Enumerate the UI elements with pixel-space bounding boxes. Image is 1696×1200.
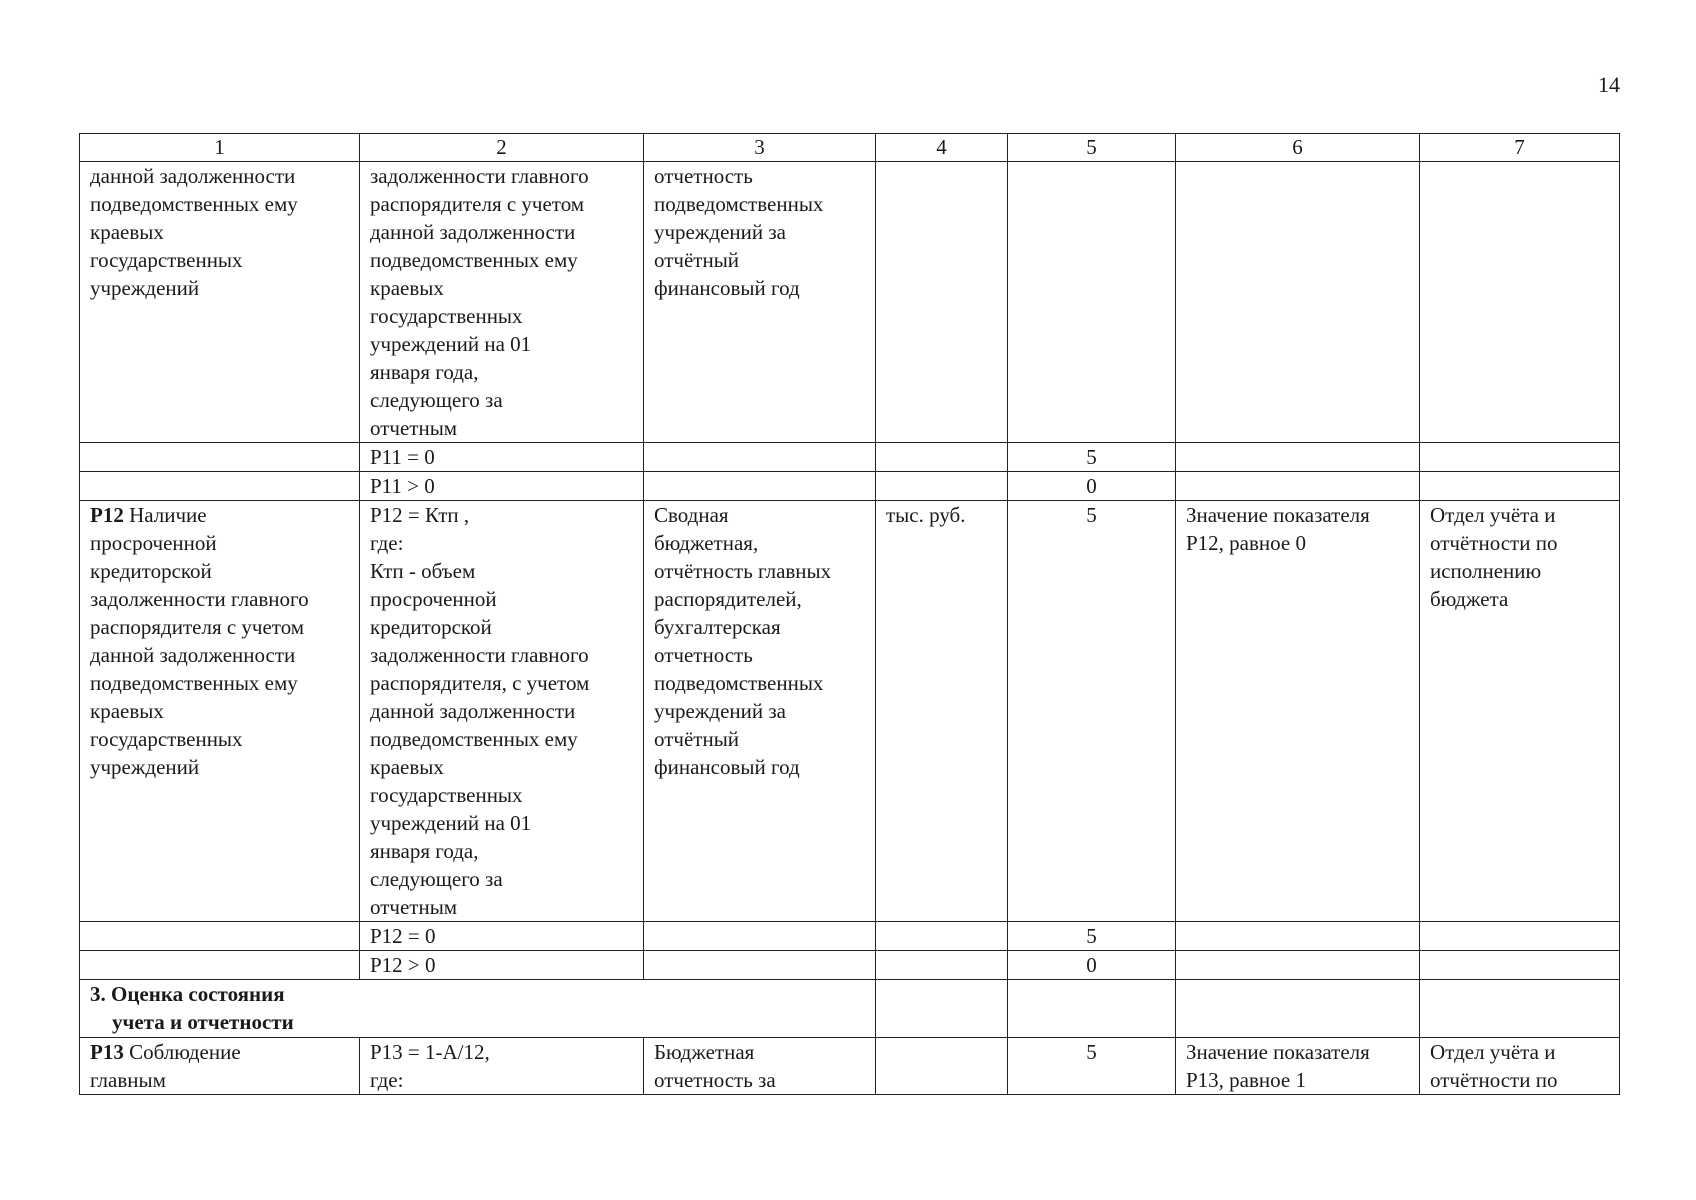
condition-formula: Р11 = 0 xyxy=(360,443,644,472)
source-cell: отчетность подведомственных учреждений за отчётный финансовый год xyxy=(644,162,876,443)
condition-score: 5 xyxy=(1008,443,1176,472)
section-heading-line-1: 3. Оценка состояния xyxy=(90,982,285,1006)
condition-score: 0 xyxy=(1008,472,1176,501)
indicator-code: Р13 xyxy=(90,1040,124,1064)
target-cell xyxy=(1176,162,1420,443)
max-score-cell: 5 xyxy=(1008,1038,1176,1095)
column-number-3: 3 xyxy=(644,134,876,162)
target-cell: Значение показателя Р13, равное 1 xyxy=(1176,1038,1420,1095)
indicator-name-cell xyxy=(80,501,360,922)
unit-cell xyxy=(876,1038,1008,1095)
formula-cell: задолженности главного распорядителя с учетом данной задолженности подведомственных ему краевых государственных учреждений на 01 января года, следующего за отчетным xyxy=(360,162,644,443)
responsible-cell: Отдел учёта и отчётности по исполнению бюджета xyxy=(1420,501,1620,922)
unit-cell xyxy=(876,162,1008,443)
condition-score: 5 xyxy=(1008,922,1176,951)
score-cell xyxy=(1008,162,1176,443)
column-number-6: 6 xyxy=(1176,134,1420,162)
condition-formula: Р12 > 0 xyxy=(360,951,644,980)
table-row-p11-condition-2 xyxy=(80,472,1620,501)
indicator-table xyxy=(79,133,1620,1095)
formula-cell: Р12 = Ктп , где: Ктп - объем просроченной кредиторской задолженности главного распорядителя, с учетом данной задолженности подведомственных ему краевых государственных учреждений на 01 января года, следующего за отчетным xyxy=(360,501,644,922)
indicator-name: Наличие просроченной кредиторской задолженности главного распорядителя с учетом данной задолженности подведомственных ему краевых государственных учреждений xyxy=(90,503,309,779)
indicator-name: Соблюдение главным xyxy=(90,1040,241,1092)
indicator-code: Р12 xyxy=(90,503,124,527)
column-number-5: 5 xyxy=(1008,134,1176,162)
column-number-row xyxy=(80,134,1620,162)
table-row-p12-condition-1 xyxy=(80,922,1620,951)
table-row-section-3 xyxy=(80,980,1620,1038)
column-number-2: 2 xyxy=(360,134,644,162)
source-cell: Сводная бюджетная, отчётность главных распорядителей, бухгалтерская отчетность подведомственных учреждений за отчётный финансовый год xyxy=(644,501,876,922)
condition-score: 0 xyxy=(1008,951,1176,980)
max-score-cell: 5 xyxy=(1008,501,1176,922)
column-number-1: 1 xyxy=(80,134,360,162)
condition-formula: Р12 = 0 xyxy=(360,922,644,951)
page-number: 14 xyxy=(1598,72,1620,97)
table-row-p11-condition-1 xyxy=(80,443,1620,472)
responsible-cell xyxy=(1420,162,1620,443)
table-row-p12 xyxy=(80,501,1620,922)
unit-cell: тыс. руб. xyxy=(876,501,1008,922)
target-cell: Значение показателя Р12, равное 0 xyxy=(1176,501,1420,922)
table-row-p11-continued xyxy=(80,162,1620,443)
column-number-7: 7 xyxy=(1420,134,1620,162)
indicator-name-cell: данной задолженности подведомственных ему краевых государственных учреждений xyxy=(80,162,360,443)
table-row-p13 xyxy=(80,1038,1620,1095)
section-heading-line-2: учета и отчетности xyxy=(112,1010,294,1034)
table-row-p12-condition-2 xyxy=(80,951,1620,980)
indicator-name-cell xyxy=(80,1038,360,1095)
responsible-cell: Отдел учёта и отчётности по xyxy=(1420,1038,1620,1095)
section-heading xyxy=(80,980,876,1038)
source-cell: Бюджетная отчетность за xyxy=(644,1038,876,1095)
formula-cell: Р13 = 1-А/12, где: xyxy=(360,1038,644,1095)
column-number-4: 4 xyxy=(876,134,1008,162)
condition-formula: Р11 > 0 xyxy=(360,472,644,501)
